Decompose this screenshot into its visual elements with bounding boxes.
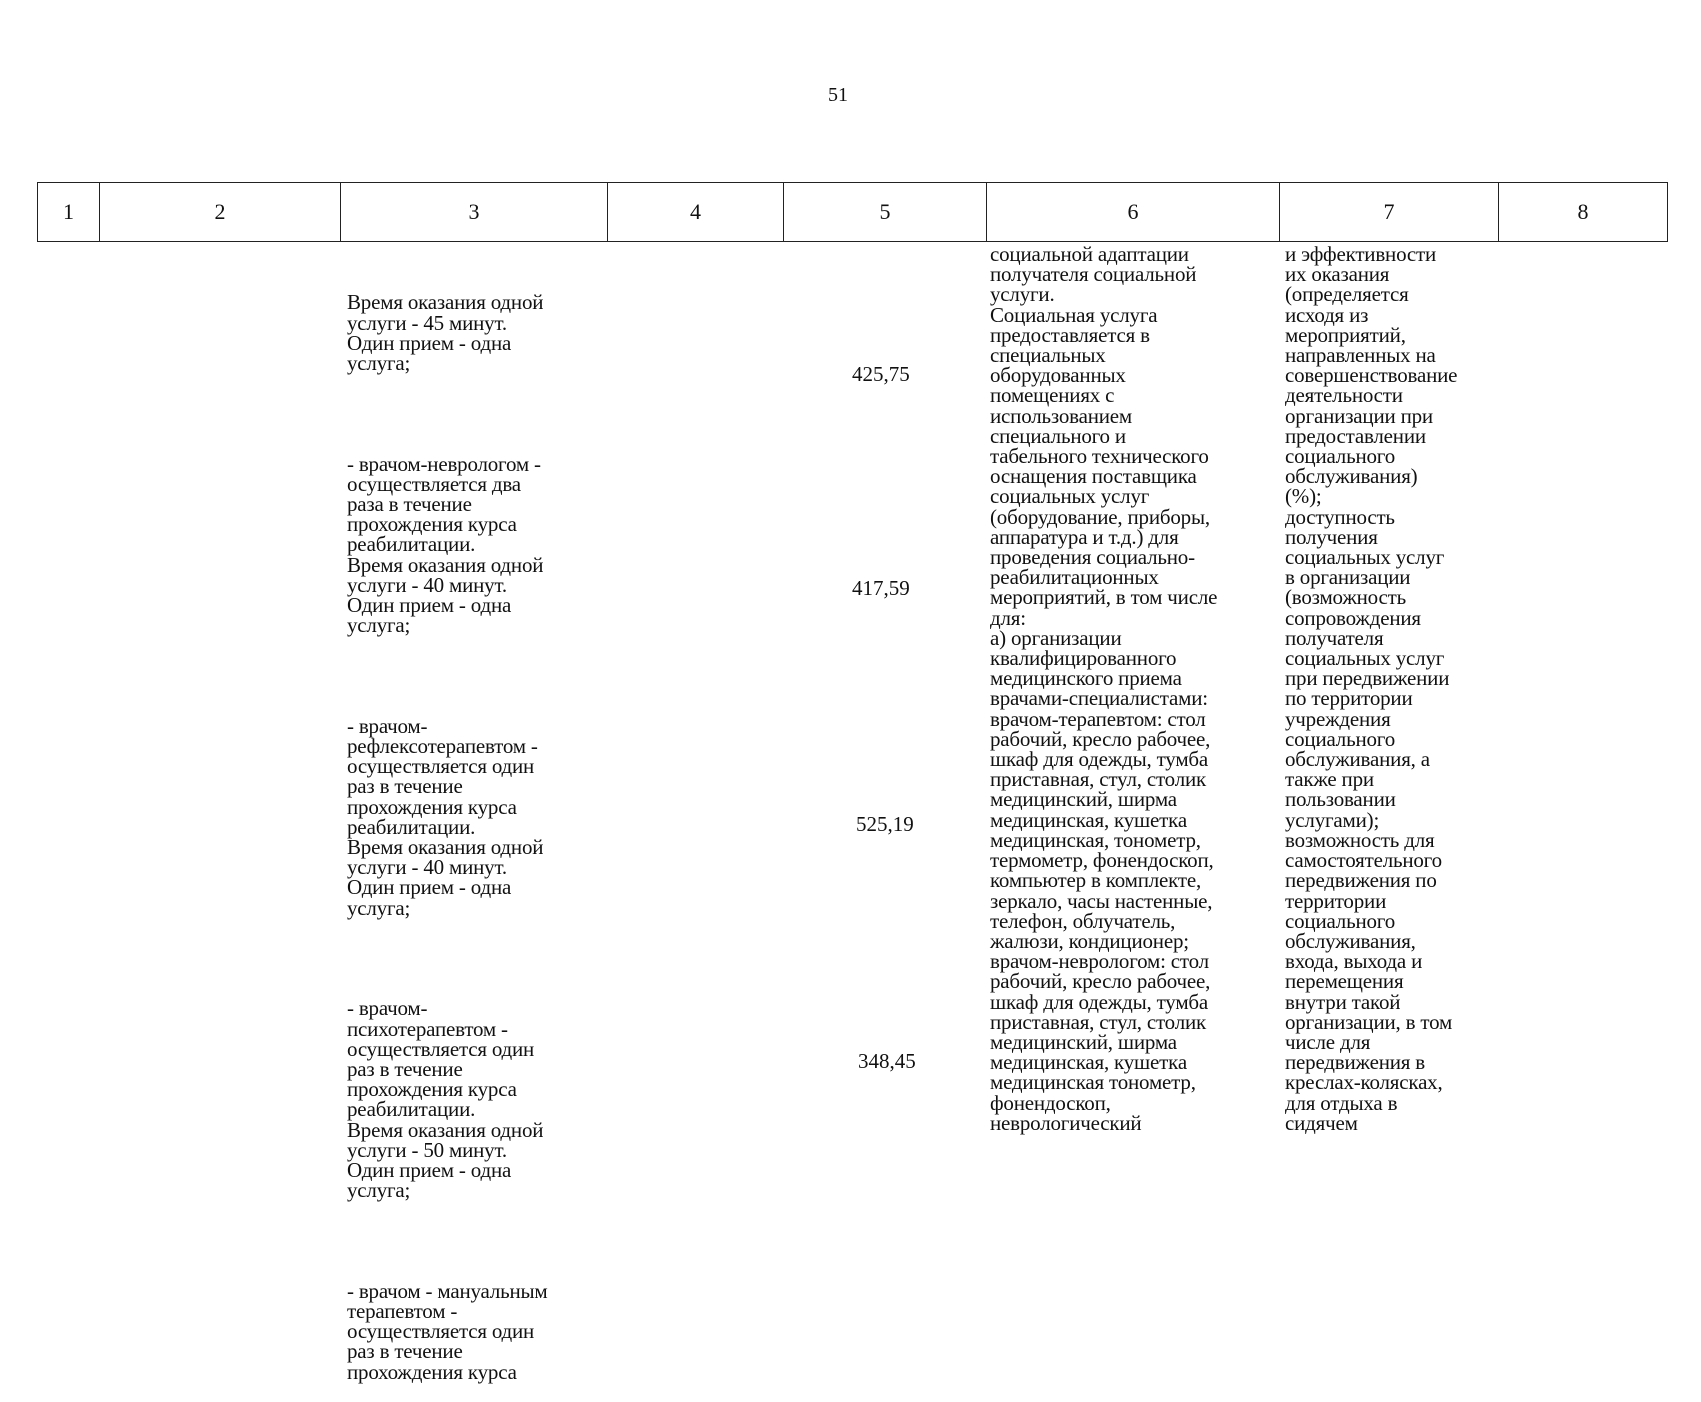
col3-block-intro: Время оказания одной услуги - 45 минут. Один прием - одна услуга; xyxy=(347,290,544,376)
header-cell-2: 2 xyxy=(100,183,341,242)
header-cell-8: 8 xyxy=(1499,183,1668,242)
price-neurologist: 425,75 xyxy=(852,362,910,386)
column-7-text: и эффективности их оказания (определяется исходя из мероприятий, направленных на совершенствование деятельности организации при предоставлении социального обслуживания) (%); доступность получения социальных услуг в организации (возможность сопровождения получателя социальных услуг при передвижении по территории учреждения социального обслуживания, а также при пользовании услугами); возможность для самостоятельного передвижения по территории социального обслуживания, входа, выхода и перемещения внутри такой организации, в том числе для передвижения в креслах-колясках, для отдыха в сидячем xyxy=(1285,242,1458,1135)
price-manual-therapist: 348,45 xyxy=(858,1049,916,1073)
header-cell-6: 6 xyxy=(987,183,1280,242)
col3-block-neurologist: - врачом-неврологом - осуществляется два раза в течение прохождения курса реабилитации. Время оказания одной услуги - 40 минут. Один прием - одна услуга; xyxy=(347,451,544,638)
header-cell-7: 7 xyxy=(1280,183,1499,242)
col3-block-manual-therapist: - врачом - мануальным терапевтом - осуществляется один раз в течение прохождения курса xyxy=(347,1278,548,1384)
col3-block-reflexotherapist: - врачом- рефлексотерапевтом - осуществляется один раз в течение прохождения курса реабилитации. Время оказания одной услуги - 40 минут. Один прием - одна услуга; xyxy=(347,713,544,920)
col3-block-psychotherapist: - врачом- психотерапевтом - осуществляется один раз в течение прохождения курса реабилитации. Время оказания одной услуги - 50 минут. Один прием - одна услуга; xyxy=(347,996,544,1203)
price-psychotherapist: 525,19 xyxy=(856,812,914,836)
header-cell-1: 1 xyxy=(38,183,100,242)
page-number: 51 xyxy=(828,84,848,106)
header-cell-5: 5 xyxy=(784,183,987,242)
price-reflexotherapist: 417,59 xyxy=(852,576,910,600)
column-6-text: социальной адаптации получателя социальной услуги. Социальная услуга предоставляется в специальных оборудованных помещениях с использованием специального и табельного технического оснащения поставщика социальных услуг (оборудование, приборы, аппаратура и т.д.) для проведения социально- реабилитационных мероприятий, в том числе для: а) организации квалифицированного медицинского приема врачами-специалистами: врачом-терапевтом: стол рабочий, кресло рабочее, шкаф для одежды, тумба приставная, стул, столик медицинский, ширма медицинская, кушетка медицинская, тонометр, термометр, фонендоскоп, компьютер в комплекте, зеркало, часы настенные, телефон, облучатель, жалюзи, кондиционер; врачом-неврологом: стол рабочий, кресло рабочее, шкаф для одежды, тумба приставная, стул, столик медицинский, ширма медицинская, кушетка медицинская тонометр, фонендоскоп, неврологический xyxy=(990,242,1218,1135)
header-cell-3: 3 xyxy=(341,183,608,242)
column-3-text xyxy=(347,252,548,1402)
header-cell-4: 4 xyxy=(608,183,784,242)
column-number-header xyxy=(37,182,1668,242)
